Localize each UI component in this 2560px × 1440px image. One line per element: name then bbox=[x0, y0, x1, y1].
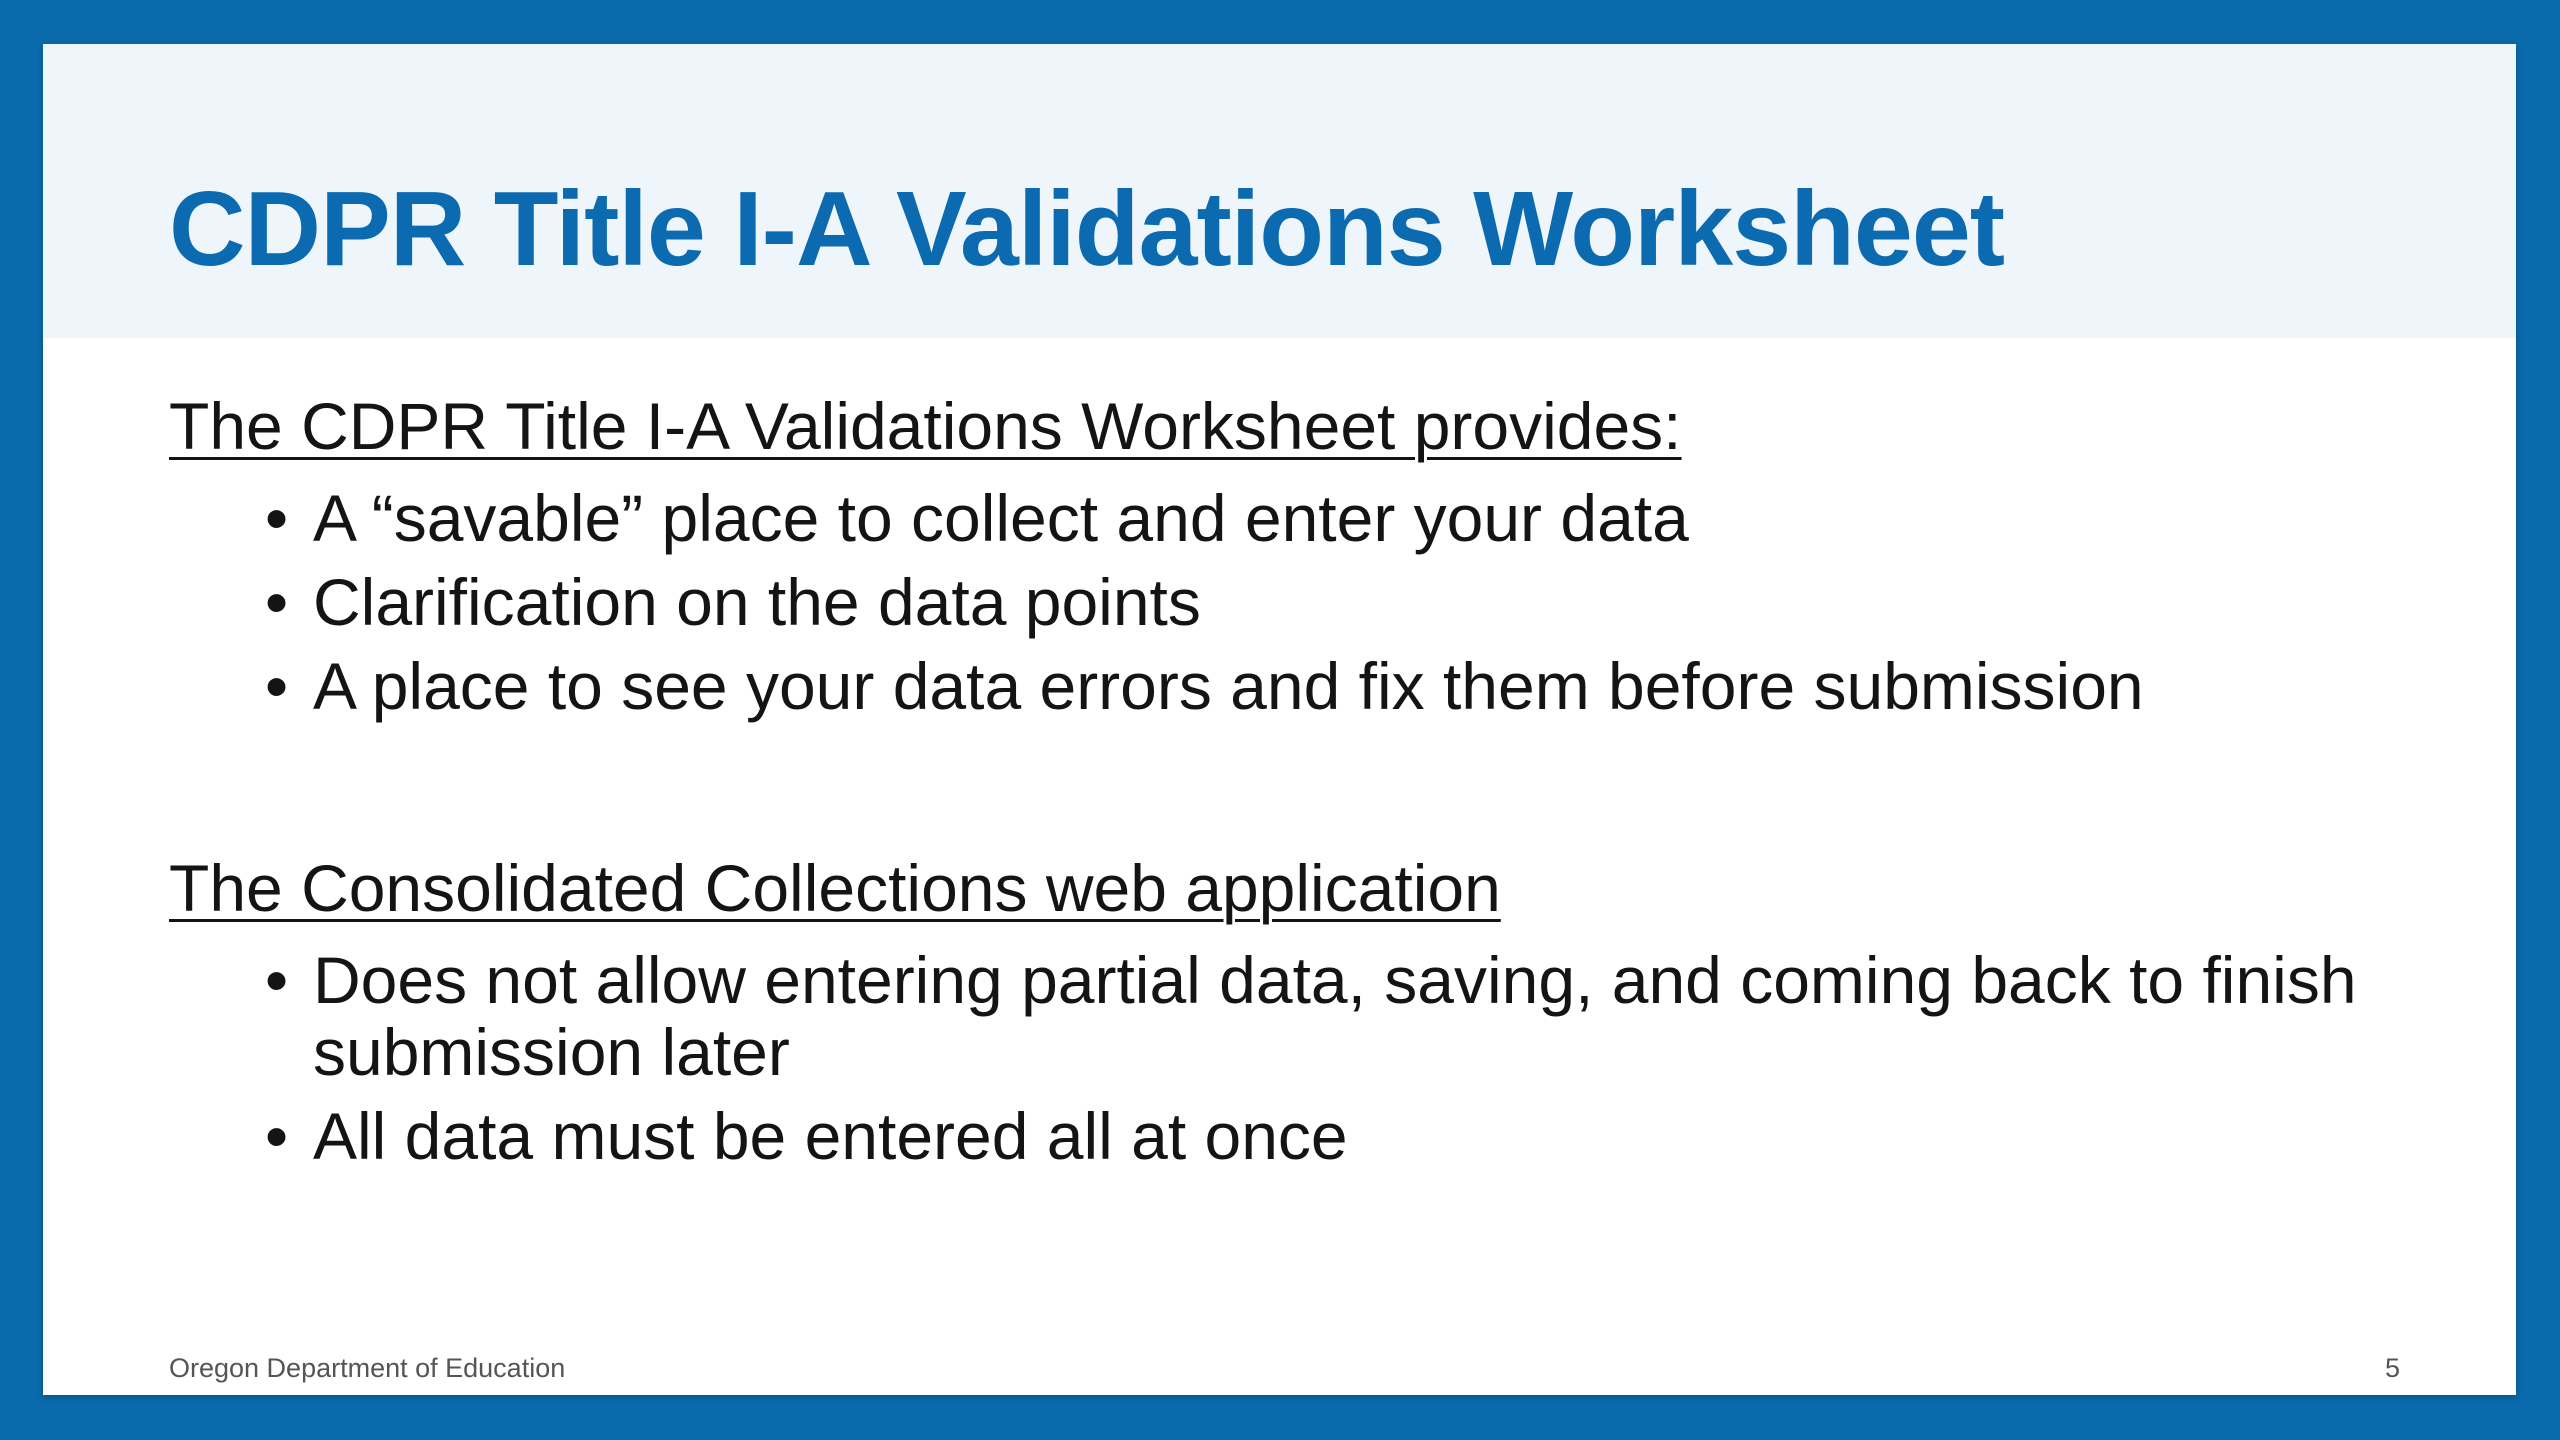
section-heading-web-application: The Consolidated Collections web application bbox=[169, 850, 1501, 925]
bullet-item bbox=[265, 944, 2419, 1088]
section-spacer bbox=[169, 734, 2419, 846]
bullet-text: Clarification on the data points bbox=[313, 564, 1201, 639]
slide-number: 5 bbox=[2384, 1353, 2400, 1383]
bullet-text: A place to see your data errors and fix them before submission bbox=[313, 648, 2144, 723]
bullet-text: A “savable” place to collect and enter your data bbox=[313, 480, 1689, 555]
slide bbox=[43, 44, 2516, 1395]
bullet-text: Does not allow entering partial data, saving, and coming back to finish submission later bbox=[313, 942, 2357, 1089]
bullet-list-worksheet bbox=[169, 482, 2419, 722]
slide-body bbox=[169, 384, 2419, 1184]
bullet-item bbox=[265, 482, 2419, 554]
bullet-dot-icon: • bbox=[265, 1098, 289, 1173]
slide-title: CDPR Title I-A Validations Worksheet bbox=[169, 170, 2005, 288]
footer-organization: Oregon Department of Education bbox=[169, 1353, 566, 1383]
bullet-dot-icon: • bbox=[265, 480, 289, 555]
bullet-list-web-application bbox=[169, 944, 2419, 1172]
bullet-dot-icon: • bbox=[265, 648, 289, 723]
bullet-dot-icon: • bbox=[265, 942, 289, 1017]
section-heading-worksheet: The CDPR Title I-A Validations Worksheet provides: bbox=[169, 389, 1682, 463]
bullet-item bbox=[265, 1100, 2419, 1172]
bullet-item bbox=[265, 650, 2419, 722]
bullet-text: All data must be entered all at once bbox=[313, 1098, 1348, 1173]
bullet-item bbox=[265, 566, 2419, 638]
bullet-dot-icon: • bbox=[265, 564, 289, 639]
